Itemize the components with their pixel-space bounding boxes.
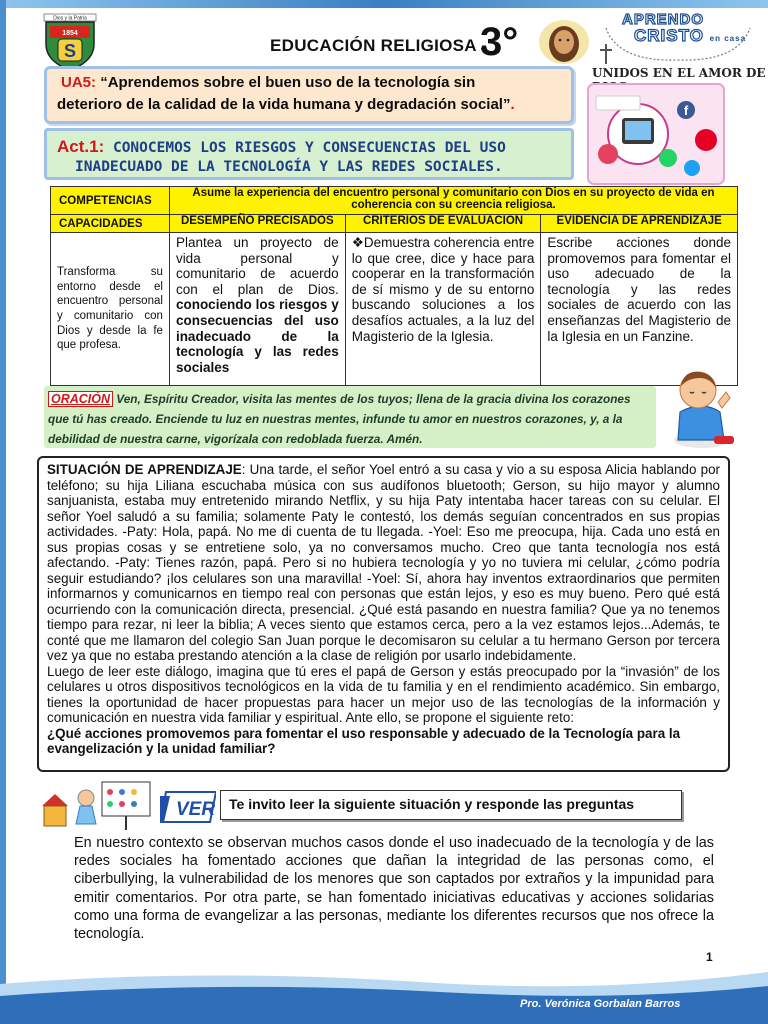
page-number: 1 (706, 950, 713, 964)
prayer-label: ORACIÓN (48, 391, 113, 407)
desempeno-header: DESEMPEÑO PRECISADOS (169, 215, 345, 233)
left-decorative-stripe (0, 0, 6, 1024)
learning-situation-box (37, 456, 730, 772)
prayer-box (44, 386, 656, 448)
svg-text:f: f (683, 103, 689, 118)
teacher-classroom-illustration (42, 776, 154, 834)
ver-instruction: Te invito leer la siguiente situación y responde las preguntas (220, 790, 682, 820)
slogan: UNIDOS EN EL AMOR DE (592, 66, 766, 80)
situation-label: SITUACIÓN DE APRENDIZAJE (47, 462, 242, 477)
school-shield-logo (40, 12, 100, 72)
evidencia-header: EVIDENCIA DE APRENDIZAJE (541, 215, 738, 233)
jesus-portrait-icon (538, 18, 590, 66)
situation-prompt: Luego de leer este diálogo, imagina que tú eres el papá de Gerson y estás preocupado por la “invasión” de los celulares u otros dispositivos tecnológicos en la vida de tu familia y en el rendimiento académico. Sin embargo, tienes la oportunidad de hacer propuestas para hacer un mejor uso de las tecnologías de la información y comunicación en nuestra vida familiar y espiritual. Ante ello, se propone el siguiente reto: (47, 663, 720, 725)
svg-text:S: S (63, 41, 77, 61)
situation-challenge-question: ¿Qué acciones promovemos para fomentar el uso responsable y adecuado de la Tecnología para la evangelización y la unidad familiar? (47, 725, 681, 756)
activity-label: Act.1: (57, 137, 105, 156)
activity-title-line1: Act.1: CONOCEMOS LOS RIESGOS Y CONSECUENCIAS DEL USO (57, 137, 506, 156)
competencia-text: Asume la experiencia del encuentro personal y comunitario con Dios en su proyecto de vida en coherencia con su creencia religiosa. (169, 187, 737, 215)
footer-wave-decoration (0, 962, 768, 1024)
capacidad-cell: Transforma su entorno desde el encuentro personal y comunitario con Dios y desde la fe que profesa. (51, 233, 170, 386)
situation-story: SITUACIÓN DE APRENDIZAJE: Una tarde, el señor Yoel entró a su casa y vio a su esposa Alicia hablando por teléfono; su hija Liliana escuchaba música con sus audífonos bluetooth; Gerson, su hijo mayor y alumno sanjuanista, estaba muy entretenido mirando Netflix, y su hija Paty intentaba hacer tareas con su celular. El señor Yoel saludó a su familia; solamente Paty le contestó, los demás seguían concentrados en sus propias actividades. -Paty: Hola, papá. No me di cuenta de tu llegada. -Yoel: Eso me preocupa, hija. Cada uno está en sus propias cosas y se entretiene solo, ya no conversamos mucho. Creo que tanta tecnología nos está afectando. -Paty: Tienes razón, papá. Pero si no hubiera tecnología y yo no tuviera mi celular, ¿cómo podría seguir estudiando? ¡los celulares son una maravilla! -Yoel: Sí, ahora hay inventos extraordinarios que permiten informarnos y comunicarnos en tiempo real con personas que están lejos, y eso es muy bueno. Pero qué está ocurriendo con la comunicación directa, presencial. ¿Qué está pasando en nuestra familia? Que ya no tenemos tiempo para rezar, ni leer la biblia; A veces siento que estamos cerca, pero a la vez estamos lejos...Además, te conté que me llamaron del colegio San Juan porque le decomisaron su celular a tu hermano Gerson por tercera vez ya que no estaba prestando atención a la clase de religión por usarlo indebidamente. (47, 462, 721, 663)
brand-suffix: en casa (709, 34, 747, 43)
page-title: EDUCACIÓN RELIGIOSA - (270, 36, 488, 55)
brand-aprendo: APRENDO (622, 11, 705, 28)
logo-motto: Dios y la Patria (53, 15, 87, 22)
context-paragraph: En nuestro contexto se observan muchos casos donde el uso inadecuado de la tecnología y de las redes sociales ha fomentado acciones que dañan la integridad de las personas como, el ciberbullying, la vulnerabilidad de los menores que son captados por extraños y la impunidad para emitir comentarios. Por otra parte, se han fomentado iniciativas educativas y acciones solidarias como una forma de evangelizar a las personas, mediante los diferentes recursos que nos ofrece la tecnología. (74, 835, 714, 943)
activity-banner (44, 128, 574, 180)
capacidades-header: CAPACIDADES (51, 215, 170, 233)
unit-label: UA5: (61, 74, 97, 91)
criterio-cell: ❖Demuestra coherencia entre lo que cree, dice y hace para cooperar en la transformación de sí mismo y de su entorno buscando soluciones a los desafíos actuales, a la luz del Magisterio de la Iglesia. (345, 233, 541, 386)
criterios-header: CRITERIOS DE EVALUACION (345, 215, 541, 233)
unit-title-line2: deterioro de la calidad de la vida humana y degradación social”. (57, 96, 515, 113)
activity-title-line2: INADECUADO DE LA TECNOLOGÍA Y LAS REDES SOCIALES. (75, 159, 503, 175)
desempeno-cell: Plantea un proyecto de vida personal y comunitario de acuerdo con el plan de Dios. conociendo los riesgos y consecuencias del uso inadecuado de la tecnología y las redes sociales (169, 233, 345, 386)
praying-boy-illustration (662, 362, 740, 450)
logo-year: 1854 (62, 30, 78, 37)
unit-banner (44, 66, 574, 124)
evidencia-cell: Escribe acciones donde promovemos para fomentar el uso adecuado de la tecnología y las redes sociales de acuerdo con las enseñanzas del Magisterio de la Iglesia en un Fanzine. (541, 233, 738, 386)
top-decorative-bar (0, 0, 768, 8)
unit-title-line1: UA5: “Aprendemos sobre el buen uso de la tecnología sin (61, 74, 476, 91)
author-credit: Pro. Verónica Gorbalan Barros (520, 998, 681, 1010)
prayer-text: ORACIÓN Ven, Espíritu Creador, visita las mentes de los tuyos; llena de la gracia divina los corazones que tú has creado. Enciende tu luz en nuestras mentes, infunde tu amor en nuestros corazones, y, a la debilidad de nuestra carne, vigorízala con redoblada fuerza. Amén. (48, 392, 631, 446)
criterio-bullet-icon: ❖ (351, 235, 364, 250)
competencias-header: COMPETENCIAS (51, 187, 170, 215)
social-media-collage-image (586, 82, 726, 186)
brand-cristo: CRISTO en casa (634, 26, 747, 45)
ver-badge-label: VER (176, 799, 216, 820)
competency-table (50, 186, 738, 386)
grade-number: 3° (480, 20, 519, 64)
